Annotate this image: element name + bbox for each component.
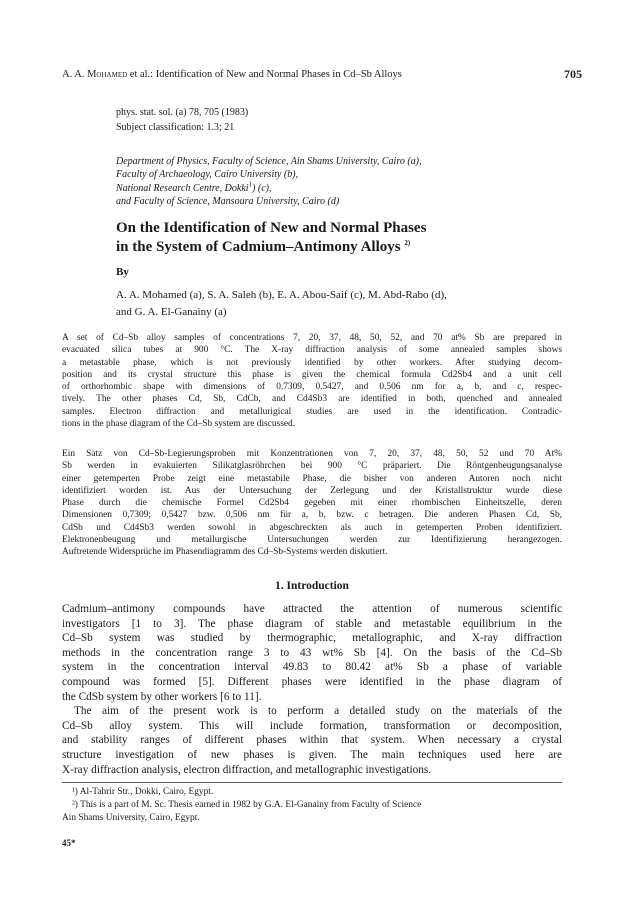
journal-citation-block (116, 105, 248, 135)
footnote-divider (62, 782, 562, 783)
body-line: The aim of the present work is to perform a detailed study on the materials of the (74, 705, 562, 718)
running-head-prefix: A. A. (62, 69, 88, 80)
author-list (116, 287, 586, 321)
abstract-line: A set of Cd–Sb alloy samples of concentrations 7, 20, 37, 48, 50, 52, and 70 at% Sb are prepared in (62, 333, 562, 343)
abstract-line: identifiziert worden ist. Aus der Untersuchung der Zerlegung und der Kristallstruktur wurde diese (62, 485, 562, 496)
body-line: the CdSb system by other workers [6 to 11]. (62, 690, 262, 703)
abstract-line: Elektronenbeugung und metallurgische Untersuchungen werden zur Identifizierung herangezogen. (62, 535, 562, 546)
body-line: structure investigation of new phases is given. The main techniques used here are (62, 748, 562, 761)
section-heading: 1. Introduction (275, 580, 349, 592)
body-line: system in the concentration interval 49.83 to 80.42 at% Sb a phase of variable (62, 661, 562, 674)
affiliation-line: and Faculty of Science, Mansoura University, Cairo (d) (116, 195, 340, 207)
abstract-line: Dimensionen 0,7309; 0,5427 bzw. 0,506 nm für a, b, bzw. c betragen. Die anderen Phasen Cd, Sb, (62, 510, 562, 521)
title-text: in the System of Cadmium–Antimony Alloys (116, 239, 401, 255)
abstract-line: Phase durch die chemische Formel Cd2Sb4 gegeben mit einer rhombischen Einheitszelle, deren (62, 498, 562, 509)
footnotes (62, 786, 562, 825)
body-line: investigators [1 to 3]. The phase diagram of stable and metastable equilibrium in the (62, 617, 562, 630)
running-head-author: Mohamed (87, 69, 128, 80)
affiliation-text: National Research Centre, Dokki (116, 182, 249, 194)
affiliation-suffix: ) (c), (252, 182, 272, 194)
abstract-line: of orthorhombic shape with dimensions of 0.7309, 0.5427, and 0.506 nm for a, b, and c, respec- (62, 382, 562, 393)
footnote: ²) This is a part of M. Sc. Thesis earned in 1982 by G.A. El-Ganainy from Faculty of Science (72, 800, 422, 810)
paper-title (116, 219, 586, 257)
affiliations (116, 155, 576, 208)
affiliation-line: Faculty of Archaeology, Cairo University (b), (116, 169, 299, 181)
footnote: ¹) Al-Tahrir Str., Dokki, Cairo, Egypt. (72, 787, 214, 797)
affiliation-line: Department of Physics, Faculty of Science, Ain Shams University, Cairo (a), (116, 156, 422, 167)
body-line: methods in the concentration range 3 to 43 wt% Sb [4]. On the basis of the Cd–Sb (62, 646, 562, 659)
affiliation-line (116, 182, 576, 195)
journal-citation: phys. stat. sol. (a) 78, 705 (1983) (116, 107, 249, 118)
abstract-line: Sb werden in evakuierten Silikatglasröhrchen bei 900 °C präpariert. Die Röntgenbeugungsanalyse (62, 461, 562, 472)
title-footnote-mark: 2) (404, 239, 411, 247)
abstract-line: einer getemperten Probe zeigt eine metastabile Phase, die bisher von anderen Autoren noch nicht (62, 473, 562, 484)
subject-classification: Subject classification: 1.3; 21 (116, 122, 235, 133)
author-line: A. A. Mohamed (a), S. A. Saleh (b), E. A. Abou-Saif (c), M. Abd-Rabo (d), (116, 289, 447, 301)
abstract-line: tions in the phase diagram of the Cd–Sb system are discussed. (62, 419, 296, 430)
author-line: and G. A. El-Ganainy (a) (116, 306, 227, 318)
abstract-line: a metastable phase, which is not previously identified by other workers. After studying decom- (62, 357, 562, 368)
body-line: and stability ranges of different phases within that system. When necessary a crystal (62, 734, 562, 747)
body-line: Cd–Sb alloy system. This will include formation, transformation or decomposition, (62, 719, 562, 732)
body-text (62, 602, 562, 777)
abstract-line: tively. The other phases Cd, Sb, CdCb, and Cd4Sb3 are identified in both, quenched and annealed (62, 394, 562, 405)
page-number: 705 (564, 67, 582, 81)
abstract-line: position and its crystal structure this phase is given the chemical formula Cd2Sb4 and a unit cell (62, 369, 562, 380)
body-line: Cd–Sb system was studied by thermographic, metallographic, and X-ray diffraction (62, 632, 562, 645)
abstract-english (62, 332, 562, 430)
abstract-line: samples. Electron diffraction and metallurigical studies are used in the identification. Contradic- (62, 406, 562, 417)
abstract-line: evacuated silica tubes at 900 °C. The X-ray diffraction analysis of some annealed samples shows (62, 345, 562, 356)
abstract-line: CdSb und Cd4Sb3 werden sowohl in abgeschreckten als auch in getemperten Proben identifiziert. (62, 522, 562, 533)
body-line: compound was formed [5]. Different phases were identified in the phase diagram of (62, 675, 562, 688)
abstract-line: Auftretende Widersprüche im Phasendiagramm des Cd–Sb-Systems werden diskutiert. (62, 547, 388, 558)
title-line (116, 238, 586, 257)
signature-mark: 45* (62, 838, 76, 848)
footnote: Ain Shams University, Cairo, Egypt. (62, 813, 200, 823)
running-head (62, 68, 582, 82)
body-line: Cadmium–antimony compounds have attracted the attention of numerous scientific (62, 603, 562, 615)
footnote-mark: 1 (248, 180, 253, 189)
abstract-german (62, 448, 562, 559)
body-line: X-ray diffraction analysis, electron diffraction, and metallographic investigations. (62, 763, 432, 776)
running-head-title: et al.: Identification of New and Normal Phases in Cd–Sb Alloys (127, 69, 402, 80)
abstract-line: Ein Satz von Cd–Sb-Legierungsproben mit Konzentrationen von 7, 20, 37, 48, 50, 52 und 70 At% (62, 449, 562, 459)
by-label: By (116, 266, 129, 278)
title-line: On the Identification of New and Normal Phases (116, 220, 427, 236)
